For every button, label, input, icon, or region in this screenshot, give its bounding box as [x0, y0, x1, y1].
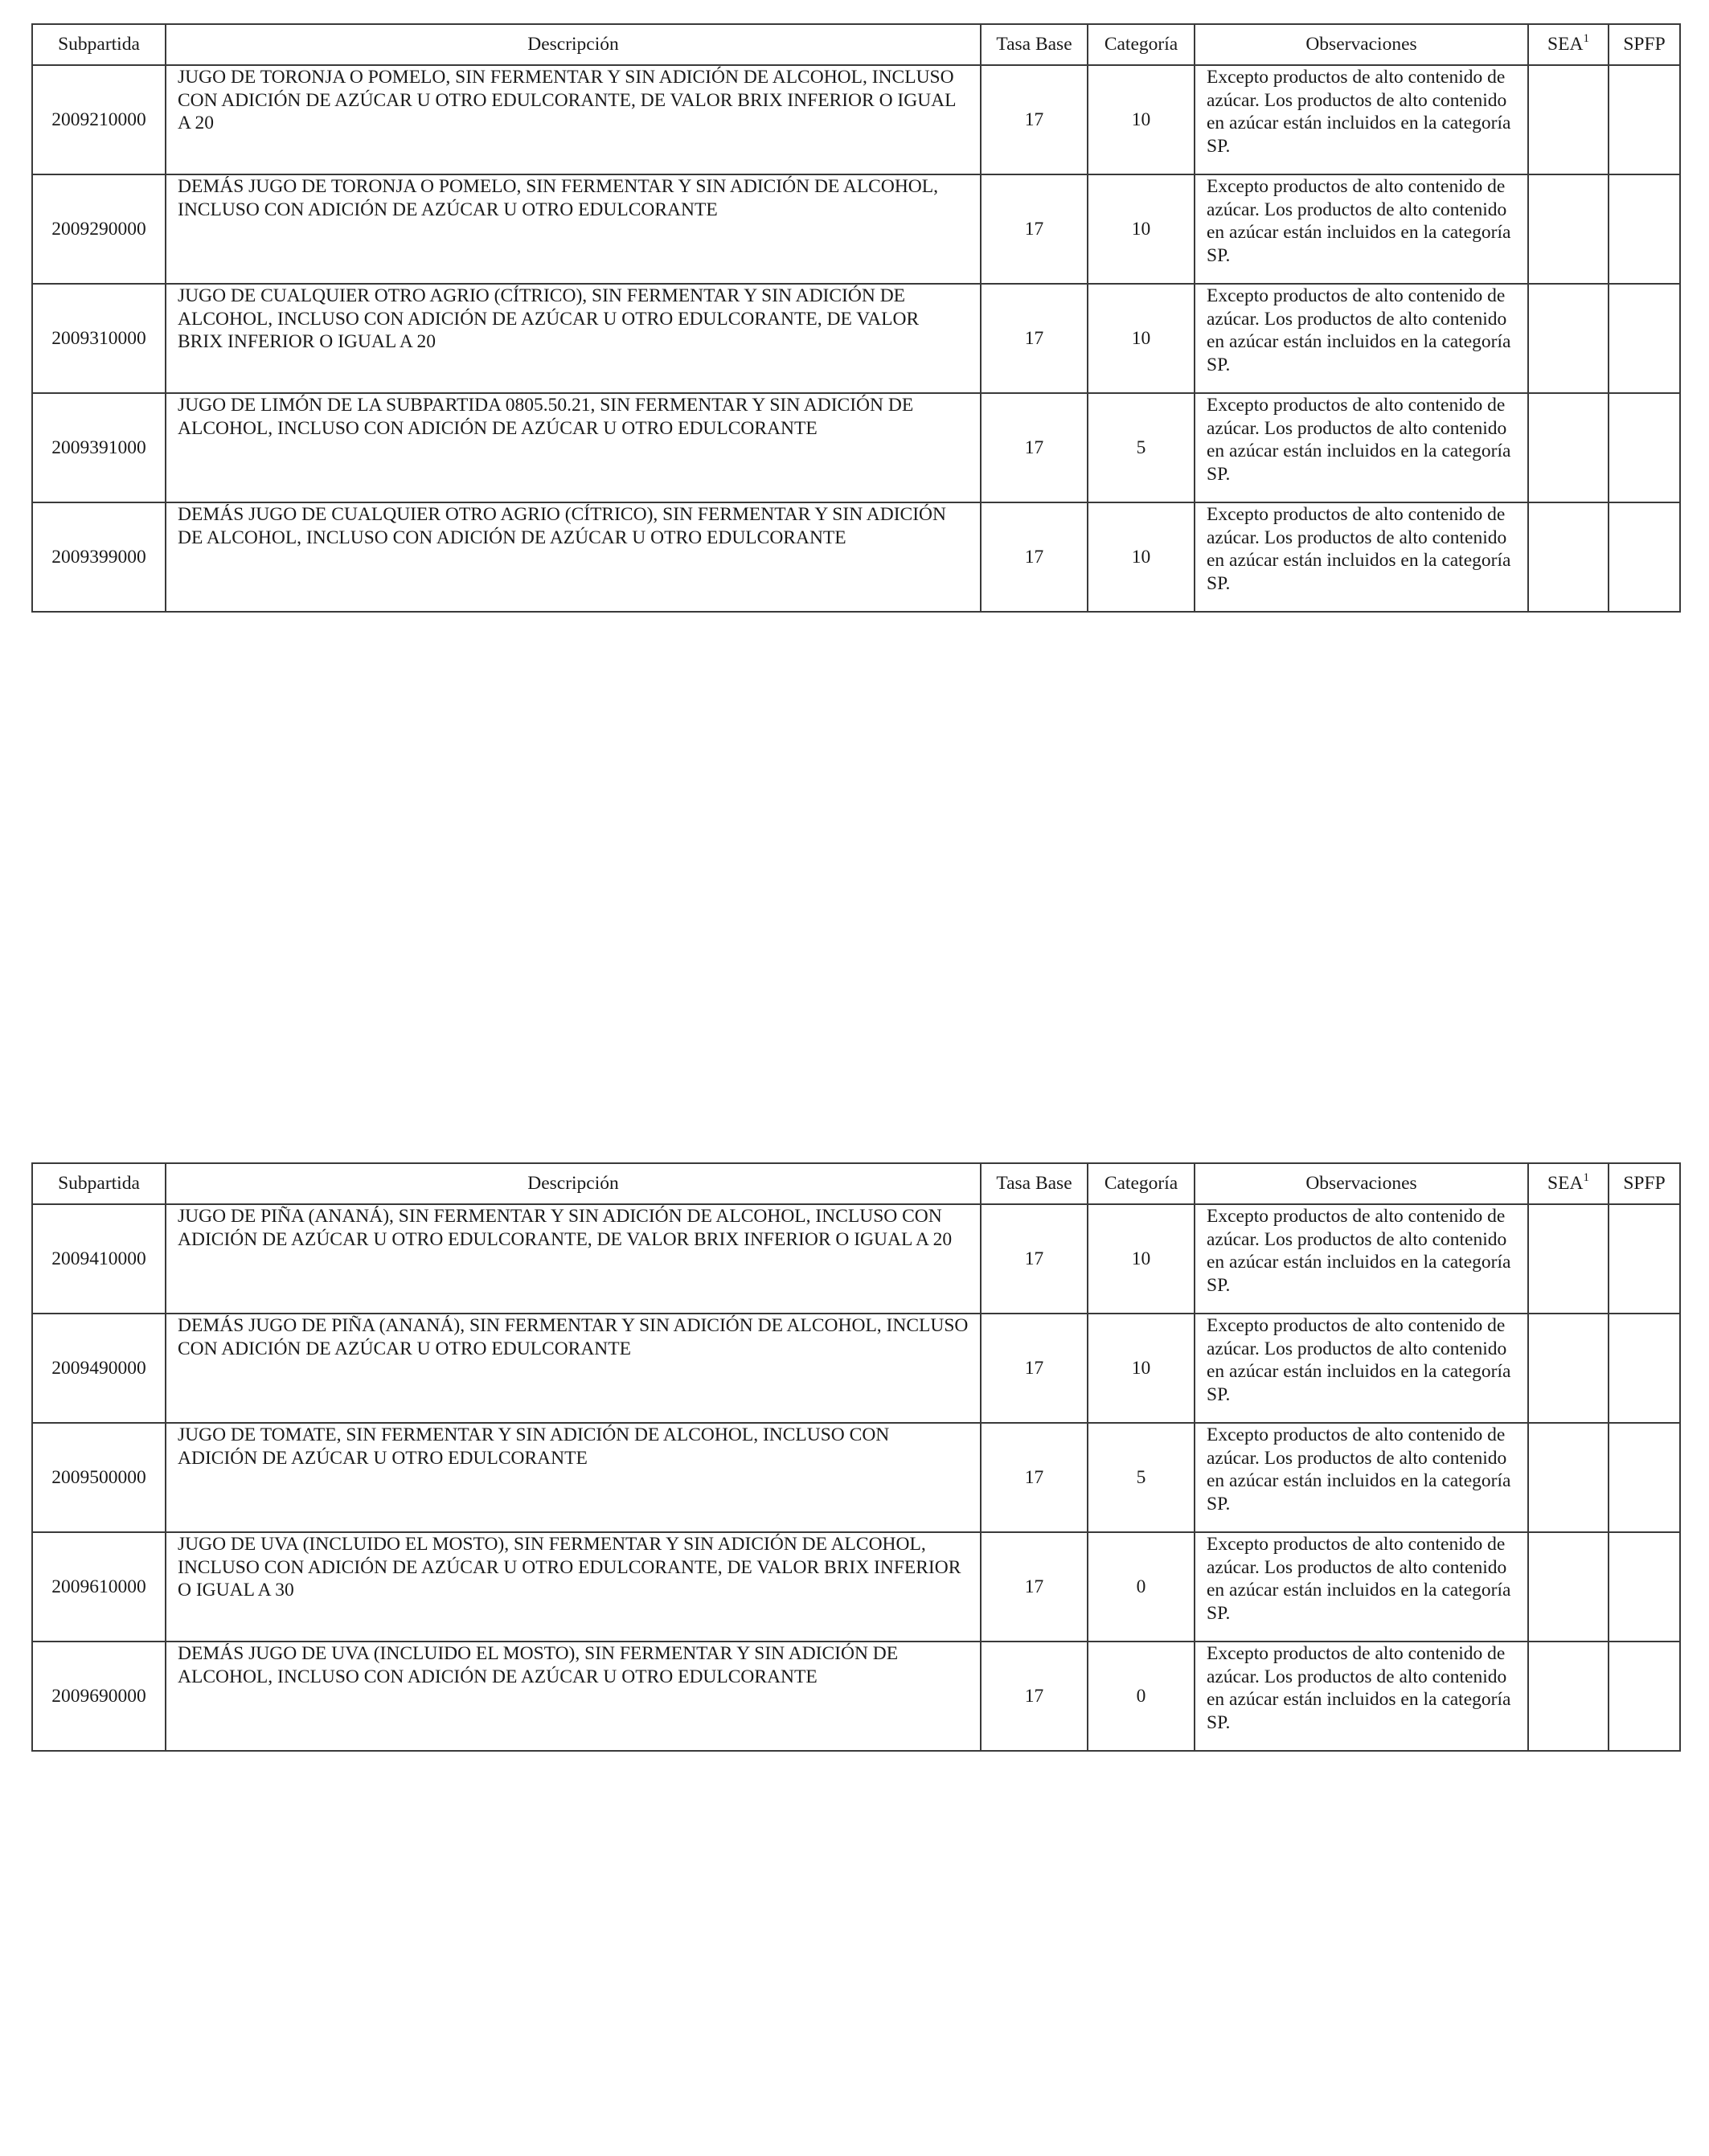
cell-categoria: 10 — [1088, 65, 1195, 174]
cell-observaciones: Excepto productos de alto contenido de azúcar. Los productos de alto contenido en azúcar están incluidos en la categoría SP. — [1195, 1204, 1528, 1314]
cell-sea — [1528, 1314, 1609, 1423]
table-header-row — [32, 1163, 1680, 1204]
header-sea — [1528, 1163, 1609, 1204]
cell-descripcion: DEMÁS JUGO DE PIÑA (ANANÁ), SIN FERMENTAR Y SIN ADICIÓN DE ALCOHOL, INCLUSO CON ADICIÓN DE AZÚCAR U OTRO EDULCORANTE — [166, 1314, 981, 1423]
cell-observaciones: Excepto productos de alto contenido de azúcar. Los productos de alto contenido en azúcar están incluidos en la categoría SP. — [1195, 65, 1528, 174]
cell-sea — [1528, 65, 1609, 174]
cell-observaciones: Excepto productos de alto contenido de azúcar. Los productos de alto contenido en azúcar están incluidos en la categoría SP. — [1195, 1314, 1528, 1423]
table-row — [32, 502, 1680, 612]
cell-spfp — [1609, 393, 1680, 502]
cell-categoria: 10 — [1088, 1204, 1195, 1314]
table-row — [32, 1532, 1680, 1642]
cell-categoria: 5 — [1088, 1423, 1195, 1532]
cell-spfp — [1609, 502, 1680, 612]
cell-observaciones: Excepto productos de alto contenido de azúcar. Los productos de alto contenido en azúcar están incluidos en la categoría SP. — [1195, 393, 1528, 502]
header-spfp: SPFP — [1609, 1163, 1680, 1204]
table-row — [32, 393, 1680, 502]
cell-descripcion: JUGO DE TOMATE, SIN FERMENTAR Y SIN ADICIÓN DE ALCOHOL, INCLUSO CON ADICIÓN DE AZÚCAR U OTRO EDULCORANTE — [166, 1423, 981, 1532]
cell-tasa-base: 17 — [981, 393, 1088, 502]
cell-observaciones: Excepto productos de alto contenido de azúcar. Los productos de alto contenido en azúcar están incluidos en la categoría SP. — [1195, 284, 1528, 393]
table-row — [32, 174, 1680, 284]
table-row — [32, 1423, 1680, 1532]
tariff-table-1 — [31, 23, 1681, 613]
cell-sea — [1528, 1532, 1609, 1642]
cell-subpartida: 2009490000 — [32, 1314, 166, 1423]
cell-categoria: 5 — [1088, 393, 1195, 502]
cell-descripcion: JUGO DE LIMÓN DE LA SUBPARTIDA 0805.50.21, SIN FERMENTAR Y SIN ADICIÓN DE ALCOHOL, INCLUSO CON ADICIÓN DE AZÚCAR U OTRO EDULCORANTE — [166, 393, 981, 502]
cell-subpartida: 2009399000 — [32, 502, 166, 612]
cell-sea — [1528, 502, 1609, 612]
header-sea-footnote: 1 — [1583, 32, 1589, 46]
cell-spfp — [1609, 1532, 1680, 1642]
cell-tasa-base: 17 — [981, 502, 1088, 612]
header-categoria: Categoría — [1088, 24, 1195, 65]
header-sea-label: SEA — [1547, 1173, 1584, 1195]
cell-tasa-base: 17 — [981, 1642, 1088, 1751]
cell-spfp — [1609, 1642, 1680, 1751]
cell-subpartida: 2009290000 — [32, 174, 166, 284]
cell-descripcion: JUGO DE UVA (INCLUIDO EL MOSTO), SIN FERMENTAR Y SIN ADICIÓN DE ALCOHOL, INCLUSO CON ADICIÓN DE AZÚCAR U OTRO EDULCORANTE, DE VALOR BRIX INFERIOR O IGUAL A 30 — [166, 1532, 981, 1642]
cell-sea — [1528, 1423, 1609, 1532]
cell-observaciones: Excepto productos de alto contenido de azúcar. Los productos de alto contenido en azúcar están incluidos en la categoría SP. — [1195, 174, 1528, 284]
cell-descripcion: DEMÁS JUGO DE UVA (INCLUIDO EL MOSTO), SIN FERMENTAR Y SIN ADICIÓN DE ALCOHOL, INCLUSO CON ADICIÓN DE AZÚCAR U OTRO EDULCORANTE — [166, 1642, 981, 1751]
header-observaciones: Observaciones — [1195, 1163, 1528, 1204]
table-row — [32, 1642, 1680, 1751]
cell-descripcion: JUGO DE CUALQUIER OTRO AGRIO (CÍTRICO), SIN FERMENTAR Y SIN ADICIÓN DE ALCOHOL, INCLUSO CON ADICIÓN DE AZÚCAR U OTRO EDULCORANTE, DE VALOR BRIX INFERIOR O IGUAL A 20 — [166, 284, 981, 393]
cell-sea — [1528, 174, 1609, 284]
cell-sea — [1528, 284, 1609, 393]
cell-subpartida: 2009210000 — [32, 65, 166, 174]
cell-descripcion: DEMÁS JUGO DE CUALQUIER OTRO AGRIO (CÍTRICO), SIN FERMENTAR Y SIN ADICIÓN DE ALCOHOL, INCLUSO CON ADICIÓN DE AZÚCAR U OTRO EDULCORANTE — [166, 502, 981, 612]
header-subpartida: Subpartida — [32, 24, 166, 65]
header-sea-label: SEA — [1547, 34, 1584, 55]
header-tasa-base: Tasa Base — [981, 1163, 1088, 1204]
cell-tasa-base: 17 — [981, 1204, 1088, 1314]
cell-subpartida: 2009690000 — [32, 1642, 166, 1751]
cell-tasa-base: 17 — [981, 1314, 1088, 1423]
header-descripcion: Descripción — [166, 1163, 981, 1204]
cell-categoria: 10 — [1088, 502, 1195, 612]
cell-observaciones: Excepto productos de alto contenido de azúcar. Los productos de alto contenido en azúcar están incluidos en la categoría SP. — [1195, 1423, 1528, 1532]
header-sea-footnote: 1 — [1583, 1171, 1589, 1185]
cell-subpartida: 2009610000 — [32, 1532, 166, 1642]
header-spfp: SPFP — [1609, 24, 1680, 65]
cell-observaciones: Excepto productos de alto contenido de azúcar. Los productos de alto contenido en azúcar están incluidos en la categoría SP. — [1195, 1532, 1528, 1642]
cell-spfp — [1609, 174, 1680, 284]
table-row — [32, 284, 1680, 393]
cell-observaciones: Excepto productos de alto contenido de azúcar. Los productos de alto contenido en azúcar están incluidos en la categoría SP. — [1195, 502, 1528, 612]
table-row — [32, 1204, 1680, 1314]
cell-descripcion: JUGO DE TORONJA O POMELO, SIN FERMENTAR Y SIN ADICIÓN DE ALCOHOL, INCLUSO CON ADICIÓN DE AZÚCAR U OTRO EDULCORANTE, DE VALOR BRIX INFERIOR O IGUAL A 20 — [166, 65, 981, 174]
header-descripcion: Descripción — [166, 24, 981, 65]
cell-categoria: 0 — [1088, 1642, 1195, 1751]
cell-subpartida: 2009310000 — [32, 284, 166, 393]
cell-tasa-base: 17 — [981, 174, 1088, 284]
cell-observaciones: Excepto productos de alto contenido de azúcar. Los productos de alto contenido en azúcar están incluidos en la categoría SP. — [1195, 1642, 1528, 1751]
header-subpartida: Subpartida — [32, 1163, 166, 1204]
cell-subpartida: 2009500000 — [32, 1423, 166, 1532]
table-header-row — [32, 24, 1680, 65]
cell-subpartida: 2009391000 — [32, 393, 166, 502]
header-sea — [1528, 24, 1609, 65]
cell-tasa-base: 17 — [981, 65, 1088, 174]
table-row — [32, 1314, 1680, 1423]
header-observaciones: Observaciones — [1195, 24, 1528, 65]
header-tasa-base: Tasa Base — [981, 24, 1088, 65]
cell-categoria: 0 — [1088, 1532, 1195, 1642]
cell-tasa-base: 17 — [981, 1423, 1088, 1532]
cell-sea — [1528, 1642, 1609, 1751]
cell-subpartida: 2009410000 — [32, 1204, 166, 1314]
cell-categoria: 10 — [1088, 284, 1195, 393]
cell-spfp — [1609, 1204, 1680, 1314]
cell-descripcion: DEMÁS JUGO DE TORONJA O POMELO, SIN FERMENTAR Y SIN ADICIÓN DE ALCOHOL, INCLUSO CON ADICIÓN DE AZÚCAR U OTRO EDULCORANTE — [166, 174, 981, 284]
cell-tasa-base: 17 — [981, 284, 1088, 393]
cell-categoria: 10 — [1088, 1314, 1195, 1423]
cell-descripcion: JUGO DE PIÑA (ANANÁ), SIN FERMENTAR Y SIN ADICIÓN DE ALCOHOL, INCLUSO CON ADICIÓN DE AZÚCAR U OTRO EDULCORANTE, DE VALOR BRIX INFERIOR O IGUAL A 20 — [166, 1204, 981, 1314]
cell-sea — [1528, 1204, 1609, 1314]
table-row — [32, 65, 1680, 174]
cell-spfp — [1609, 1314, 1680, 1423]
cell-tasa-base: 17 — [981, 1532, 1088, 1642]
cell-categoria: 10 — [1088, 174, 1195, 284]
tariff-table-2 — [31, 1162, 1681, 1752]
header-categoria: Categoría — [1088, 1163, 1195, 1204]
cell-sea — [1528, 393, 1609, 502]
cell-spfp — [1609, 1423, 1680, 1532]
cell-spfp — [1609, 65, 1680, 174]
cell-spfp — [1609, 284, 1680, 393]
